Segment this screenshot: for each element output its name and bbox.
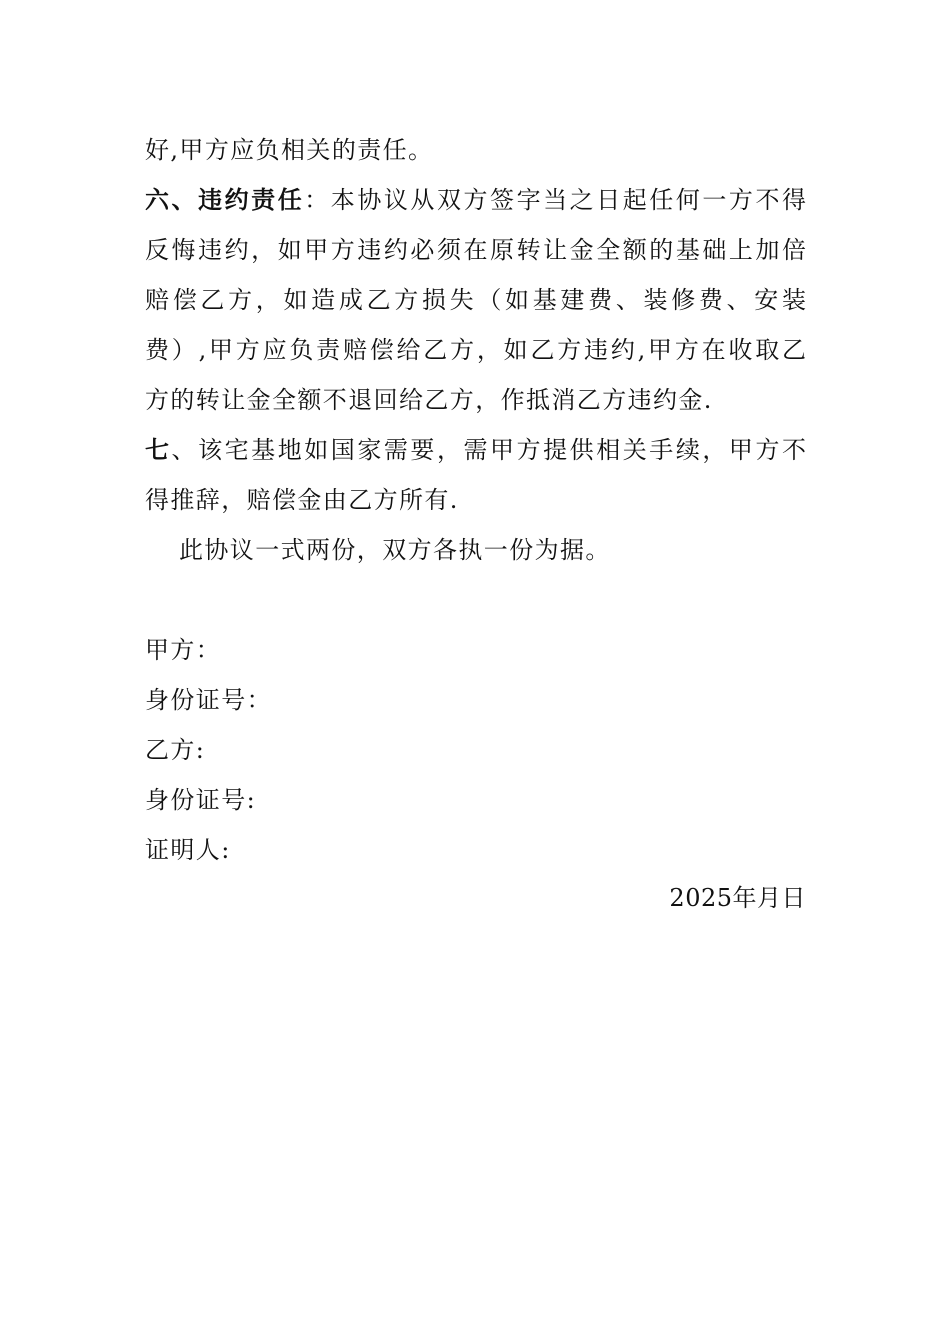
clause-6-line-4: 费）,甲方应负责赔偿给乙方，如乙方违约,甲方在收取乙 bbox=[145, 336, 806, 364]
clause-6-line-5: 方的转让金全额不退回给乙方，作抵消乙方违约金. bbox=[145, 386, 713, 414]
party-b-id-label: 身份证号: bbox=[145, 786, 257, 814]
clause-7-line-1 bbox=[145, 435, 806, 465]
clause-7-line-2: 得推辞，赔偿金由乙方所有. bbox=[145, 486, 459, 514]
witness-label: 证明人: bbox=[145, 836, 231, 864]
signing-date: 2025年月日 bbox=[669, 884, 806, 912]
clause-7-text-1: 、该宅基地如国家需要，需甲方提供相关手续，甲方不 bbox=[171, 436, 807, 464]
clause-6-line-2: 反悔违约，如甲方违约必须在原转让金全额的基础上加倍 bbox=[145, 236, 806, 264]
clause-7-heading: 七 bbox=[145, 436, 172, 464]
clause-6-line-1 bbox=[145, 185, 806, 215]
party-a-id-label: 身份证号： bbox=[145, 686, 272, 714]
clause-5-tail: 好,甲方应负相关的责任。 bbox=[145, 136, 434, 164]
party-b-label: 乙方: bbox=[145, 736, 206, 764]
clause-6-text-1: ：本协议从双方签字当之日起任何一方不得 bbox=[304, 186, 806, 214]
clause-6-heading: 六、违约责任 bbox=[145, 186, 305, 214]
party-a-label: 甲方： bbox=[145, 636, 222, 664]
copies-note: 此协议一式两份，双方各执一份为据。 bbox=[179, 536, 611, 564]
clause-6-line-3: 赔偿乙方，如造成乙方损失（如基建费、装修费、安装 bbox=[145, 286, 806, 314]
